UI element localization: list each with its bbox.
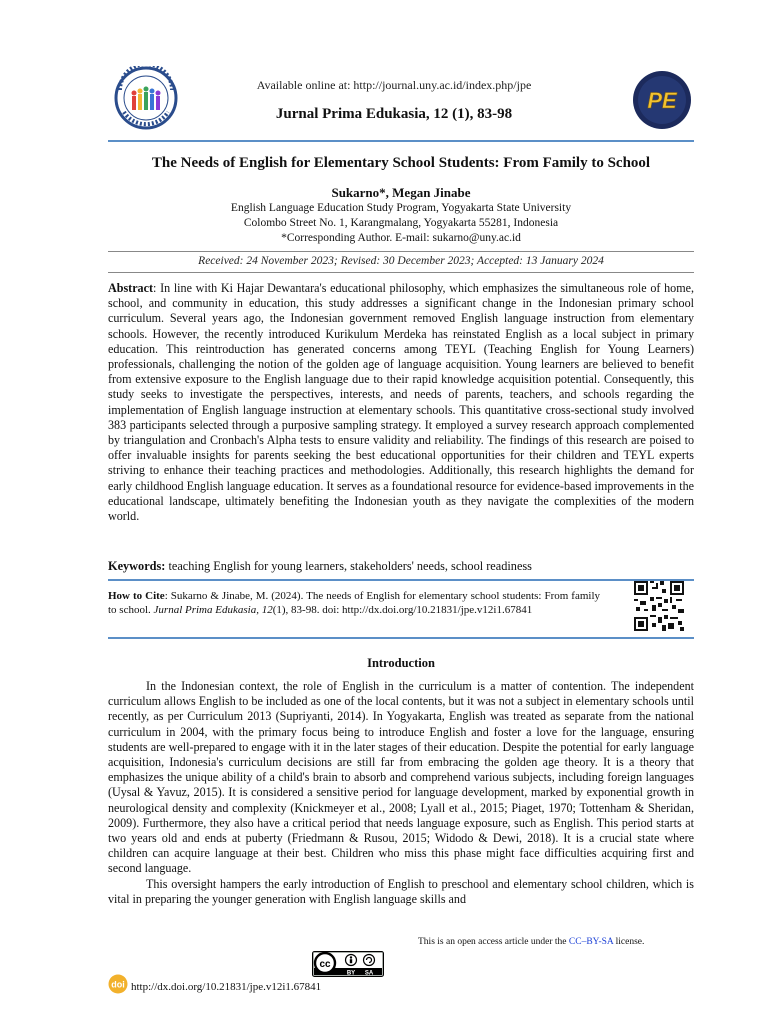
keywords	[108, 559, 694, 574]
license-link[interactable]: CC–BY-SA	[568, 937, 614, 947]
cite-journal: Jurnal Prima Edukasia, 12	[153, 604, 273, 616]
available-online-text: Available online at: http://journal.uny.ac.id/index.php/jpe	[256, 78, 532, 92]
keywords-text: teaching English for young learners, stakeholders' needs, school readiness	[165, 559, 532, 573]
license-note	[418, 937, 644, 947]
authors: Sukarno*, Megan Jinabe	[331, 185, 471, 200]
received-dates: Received: 24 November 2023; Revised: 30 December 2023; Accepted: 13 January 2024	[198, 255, 604, 267]
affiliation-line: Colombo Street No. 1, Karangmalang, Yogyakarta 55281, Indonesia	[243, 217, 559, 229]
doi-icon	[108, 974, 128, 994]
pe-journal-logo	[632, 70, 692, 130]
section-heading-introduction: Introduction	[367, 656, 435, 670]
cite-top-rule	[108, 579, 694, 581]
doi-link[interactable]: http://dx.doi.org/10.21831/jpe.v12i1.67841	[131, 981, 322, 993]
svg-text:doi: doi	[111, 979, 125, 990]
license-text: This is an open access article under the	[418, 937, 569, 947]
corresponding-author: *Corresponding Author. E-mail: sukarno@uny.ac.id	[281, 232, 521, 244]
abstract-text: : In line with Ki Hajar Dewantara's educational philosophy, which emphasizes the simultaneous role of home, school, and community in education, this study addresses a significant change in the Indonesian primary school curriculum. Several years ago, the Indonesian government removed English language instruction from elementary schools. However, the recently introduced Kurikulum Merdeka has reinstated English as a local subject in primary education. This reintroduction has generated concerns among TEYL (Teaching English for Young Learners) professionals, challenging the notion of the golden age of language acquisition. Young learners are believed to benefit from extensive exposure to the English language due to their rapid knowledge acquisition potential. Consequently, this study seeks to investigate the perspectives, interests, and needs of parents, teachers, and schools regarding the implementation of English language instruction at elementary schools. This quantitative cross-sectional study involved 383 participants selected through a purposive sampling strategy. It employed a survey research approach complemented by triangulation and Cronbach's Alpha tests to ensure validity and reliability. The findings of this research are poised to offer invaluable insights for parents seeking the best educational opportunities for their children and TEYL experts striving to enhance their teaching practices and methodologies. Additionally, this research highlights the demand for early childhood English language education. It serves as a foundational resource for evidence-based improvements in the educational landscape, ultimately benefiting the Indonesian youth as they navigate the complexities of the modern world.	[108, 281, 694, 524]
cite-doi[interactable]: (1), 83-98. doi: http://dx.doi.org/10.21831/jpe.v12i1.67841	[272, 604, 533, 616]
license-text-end: license.	[613, 937, 645, 947]
cite-text: : Sukarno & Jinabe, M. (2024). The needs of English for elementary school students: From family to school.	[108, 590, 600, 616]
journal-citation: Jurnal Prima Edukasia, 12 (1), 83-98	[275, 106, 513, 122]
how-to-cite	[108, 589, 600, 617]
paragraph: In the Indonesian context, the role of English in the curriculum is a matter of contention. The independent curriculum allows English to be included as one of the local contents, but it was not a subject in elementary schools until recently, as per Curriculum 2013 (Supriyanti, 2014). In Yogyakarta, English was treated as separate from the national curriculum in 2004, with the primary focus being to introduce English and foster a love for the language, ensuring students are well-prepared to engage with it in the later stages of their education. Despite the potential for early language acquisition, Indonesia's curriculum decisions are still far from embracing the golden age theory. It is a theory that emphasizes the unique ability of a child's brain to absorb and comprehend various subjects, including foreign languages (Uysal & Yavuz, 2015). It is considered a sensitive period for language development, marked by exponential growth in neurological density and complexity (Knickmeyer et al., 2008; Lyall et al., 2015; Piaget, 1970; Tottenham & Sheridan, 2009). Furthermore, they also have a critical period that needs language exposure, such as English. This period starts at two years old and ends at puberty (Friedmann & Rusou, 2015; Widodo & Dewi, 2018). It is a crucial state where children can acquire language at their best. Children who miss this phase might face difficulties acquiring first and second language.	[108, 679, 694, 876]
affiliation-line: English Language Education Study Program, Yogyakarta State University	[230, 202, 572, 214]
paper-title: The Needs of English for Elementary School Students: From Family to School	[151, 155, 651, 171]
cc-by-label: BY	[346, 970, 356, 977]
svg-text:cc: cc	[319, 959, 331, 970]
cite-bottom-rule	[108, 637, 694, 639]
cc-by-sa-icon[interactable]	[312, 951, 384, 977]
qr-code-icon[interactable]	[634, 581, 684, 631]
cc-sa-label: SA	[364, 970, 374, 977]
divider	[108, 272, 694, 273]
keywords-label: Keywords:	[108, 559, 166, 573]
header-rule	[108, 140, 694, 142]
introduction-body	[108, 679, 694, 907]
pe-logo-text: PE	[647, 88, 677, 113]
paragraph: This oversight hampers the early introduction of English to preschool and elementary school children, which is vital in preparing the younger generation with English language skills and	[108, 876, 694, 906]
abstract	[108, 281, 694, 524]
cite-label: How to Cite	[108, 590, 165, 602]
abstract-label: Abstract	[108, 281, 154, 295]
divider	[108, 251, 694, 252]
